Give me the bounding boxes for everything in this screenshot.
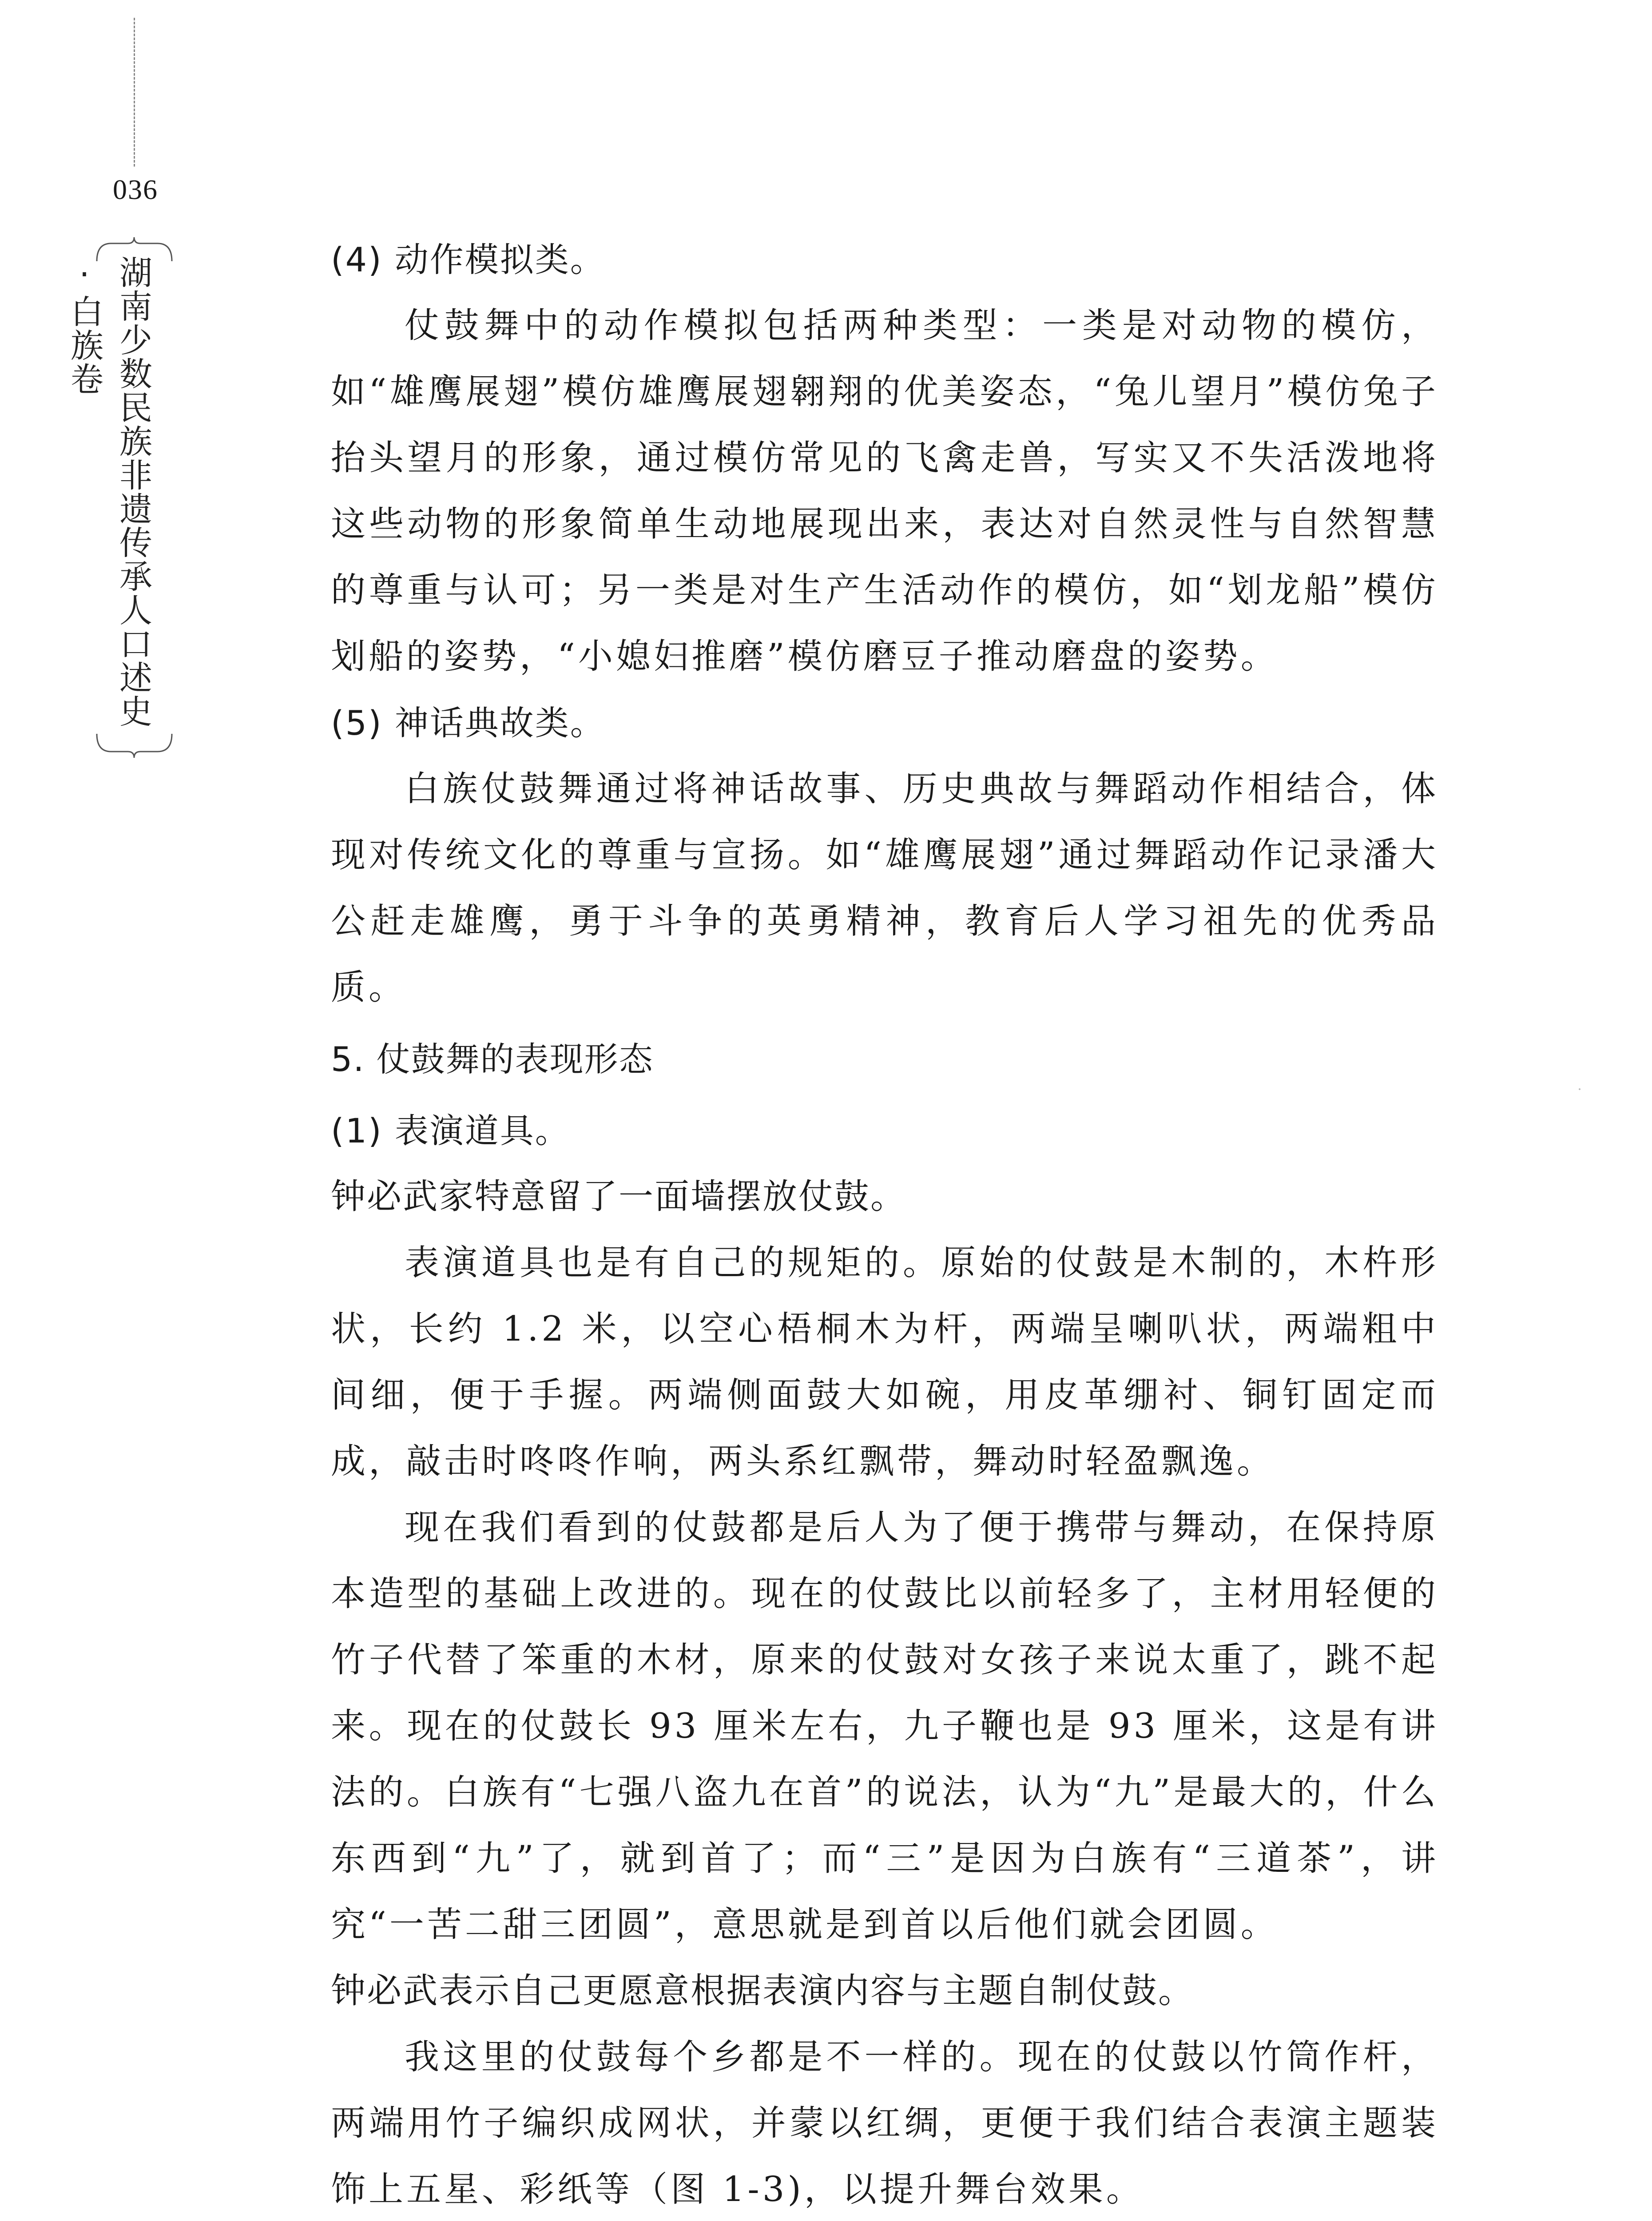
paragraph: 表演道具也是有自己的规矩的。原始的仗鼓是木制的，木杵形状，长约 1.2 米，以空心梧桐木为杆，两端呈喇叭状，两端粗中间细，便于手握。两端侧面鼓大如碗，用皮革绷衬、铜钉固定而成，敲击时咚咚作响，两头系红飘带，舞动时轻盈飘逸。: [331, 1243, 1439, 1481]
paragraph: 仗鼓舞中的动作模拟包括两种类型：一类是对动物的模仿，如“雄鹰展翅”模仿雄鹰展翅翱翔的优美姿态，“兔儿望月”模仿兔子抬头望月的形象，通过模仿常见的飞禽走兽，写实又不失活泼地将这些动物的形象简单生动地展现出来，表达对自然灵性与自然智慧的尊重与认可；另一类是对生产生活动作的模仿，如“划龙船”模仿划船的姿势，“小媳妇推磨”模仿磨豆子推动磨盘的姿势。: [331, 306, 1439, 677]
page-number: 036: [113, 174, 158, 205]
narration-line: 钟必武表示自己更愿意根据表演内容与主题自制仗鼓。: [331, 1971, 1195, 2011]
paragraph: 白族仗鼓舞通过将神话故事、历史典故与舞蹈动作相结合，体现对传统文化的尊重与宣扬。如“雄鹰展翅”通过舞蹈动作记录潘大公赶走雄鹰，勇于斗争的英勇精神，教育后人学习祖先的优秀品质。: [331, 769, 1439, 1007]
subheading-1: (1) 表演道具。: [331, 1111, 570, 1150]
margin-dashed-rule: [134, 18, 135, 167]
narration-line: 钟必武家特意留了一面墙摆放仗鼓。: [331, 1177, 907, 1217]
section-heading: 5. 仗鼓舞的表现形态: [331, 1039, 654, 1079]
subheading-4: (4) 动作模拟类。: [331, 240, 605, 279]
series-title: 湖南少数民族非遗传承人口述史·白族卷: [65, 255, 152, 728]
subheading-5: (5) 神话典故类。: [331, 703, 605, 743]
bracket-bottom-ornament: [93, 733, 175, 760]
main-text: [331, 227, 1439, 2221]
paragraph: 我这里的仗鼓每个乡都是不一样的。现在的仗鼓以竹筒作杆，两端用竹子编织成网状，并蒙以红绸，更便于我们结合表演主题装饰上五星、彩纸等（图 1-3)，以提升舞台效果。: [331, 2037, 1439, 2209]
scan-speck: [1579, 1088, 1581, 1090]
series-title-block: [65, 235, 175, 760]
paragraph: 现在我们看到的仗鼓都是后人为了便于携带与舞动，在保持原本造型的基础上改进的。现在的仗鼓比以前轻多了，主材用轻便的竹子代替了笨重的木材，原来的仗鼓对女孩子来说太重了，跳不起来。现在的仗鼓长 93 厘米左右，九子鞭也是 93 厘米，这是有讲法的。白族有“七强八盗九在首”的说法，认为“九”是最大的，什么东西到“九”了，就到首了；而“三”是因为白族有“三道茶”，讲究“一苦二甜三团圆”，意思就是到首以后他们就会团圆。: [331, 1508, 1439, 1945]
